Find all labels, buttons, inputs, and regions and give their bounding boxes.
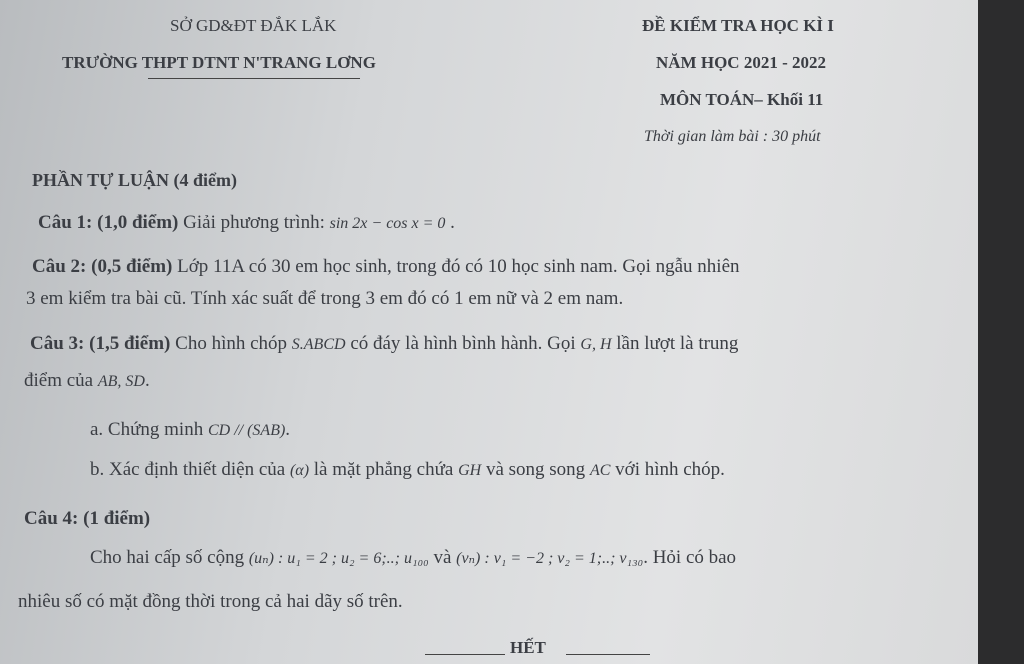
question-4-text-2: và [428,547,457,568]
question-4-text-3: . Hỏi có bao [643,547,737,568]
question-3-line-2 [24,370,150,392]
question-1 [38,212,455,234]
subject-grade: MÔN TOÁN– Khối 11 [660,90,824,109]
question-3-line-1 [30,333,738,355]
segment-ac: AC [589,462,611,479]
pyramid-name: S.ABCD [291,336,346,353]
question-1-label: Câu 1: (1,0 điểm) [38,212,179,233]
segment-gh: GH [458,462,482,479]
question-3-text-1: Cho hình chóp [170,333,292,354]
school-underline [148,78,360,79]
part-a-math: CD // (SAB) [207,422,286,439]
part-a-end: . [285,419,291,440]
segments-ab-sd: AB, SD [97,373,145,390]
question-1-equation: sin 2x − cos x = 0 [329,215,446,232]
plane-alpha: (α) [289,462,310,479]
part-a-text: a. Chứng minh [90,419,208,440]
question-4-line-2: nhiêu số có mặt đồng thời trong cả hai dãy số trên. [18,591,403,612]
question-2-line-2: 3 em kiểm tra bài cũ. Tính xác suất để trong 3 em đó có 1 em nữ và 2 em nam. [26,288,624,309]
question-2-text-1: Lớp 11A có 30 em học sinh, trong đó có 10 học sinh nam. Gọi ngẫu nhiên [172,256,740,277]
school-year: NĂM HỌC 2021 - 2022 [656,53,826,72]
desk-background [978,0,1024,664]
end-marker: HẾT [510,638,546,657]
points-gh: G, H [580,336,612,353]
question-3-text-3: lần lượt là trung [611,333,739,354]
school-name: TRƯỜNG THPT DTNT N'TRANG LƠNG [62,53,376,72]
part-b-text-1: b. Xác định thiết diện của [90,459,290,480]
sequence-u: (uₙ) : u₁ = 2 ; u₂ = 6;..; u₁₀₀ [248,550,429,567]
section-title: PHẦN TỰ LUẬN (4 điểm) [32,170,237,190]
question-3-part-b [90,459,725,481]
exam-title: ĐỀ KIỂM TRA HỌC KÌ I [642,16,834,35]
question-2-label: Câu 2: (0,5 điểm) [32,256,173,277]
question-4-line-1 [90,547,736,569]
question-3-text-4: điểm của [24,370,98,391]
question-1-end: . [445,212,455,233]
question-4-text-1: Cho hai cấp số cộng [90,547,249,568]
question-3-part-a [90,419,290,441]
part-b-text-4: với hình chóp. [610,459,725,480]
question-1-text: Giải phương trình: [178,212,330,233]
part-b-text-2: là mặt phẳng chứa [309,459,459,480]
question-4-label: Câu 4: (1 điểm) [24,508,151,529]
question-3-label: Câu 3: (1,5 điểm) [30,333,171,354]
footer-rule-right [566,654,650,655]
time-allowed: Thời gian làm bài : 30 phút [644,128,821,145]
department-name: SỞ GD&ĐT ĐẮK LẮK [170,16,337,35]
question-2-line-1 [32,256,740,278]
question-3-text-2: có đáy là hình bình hành. Gọi [345,333,581,354]
question-3-text-5: . [144,370,150,391]
footer-rule-left [425,654,505,655]
sequence-v: (vₙ) : v₁ = −2 ; v₂ = 1;..; v₁₃₀ [456,550,644,567]
part-b-text-3: và song song [481,459,590,480]
